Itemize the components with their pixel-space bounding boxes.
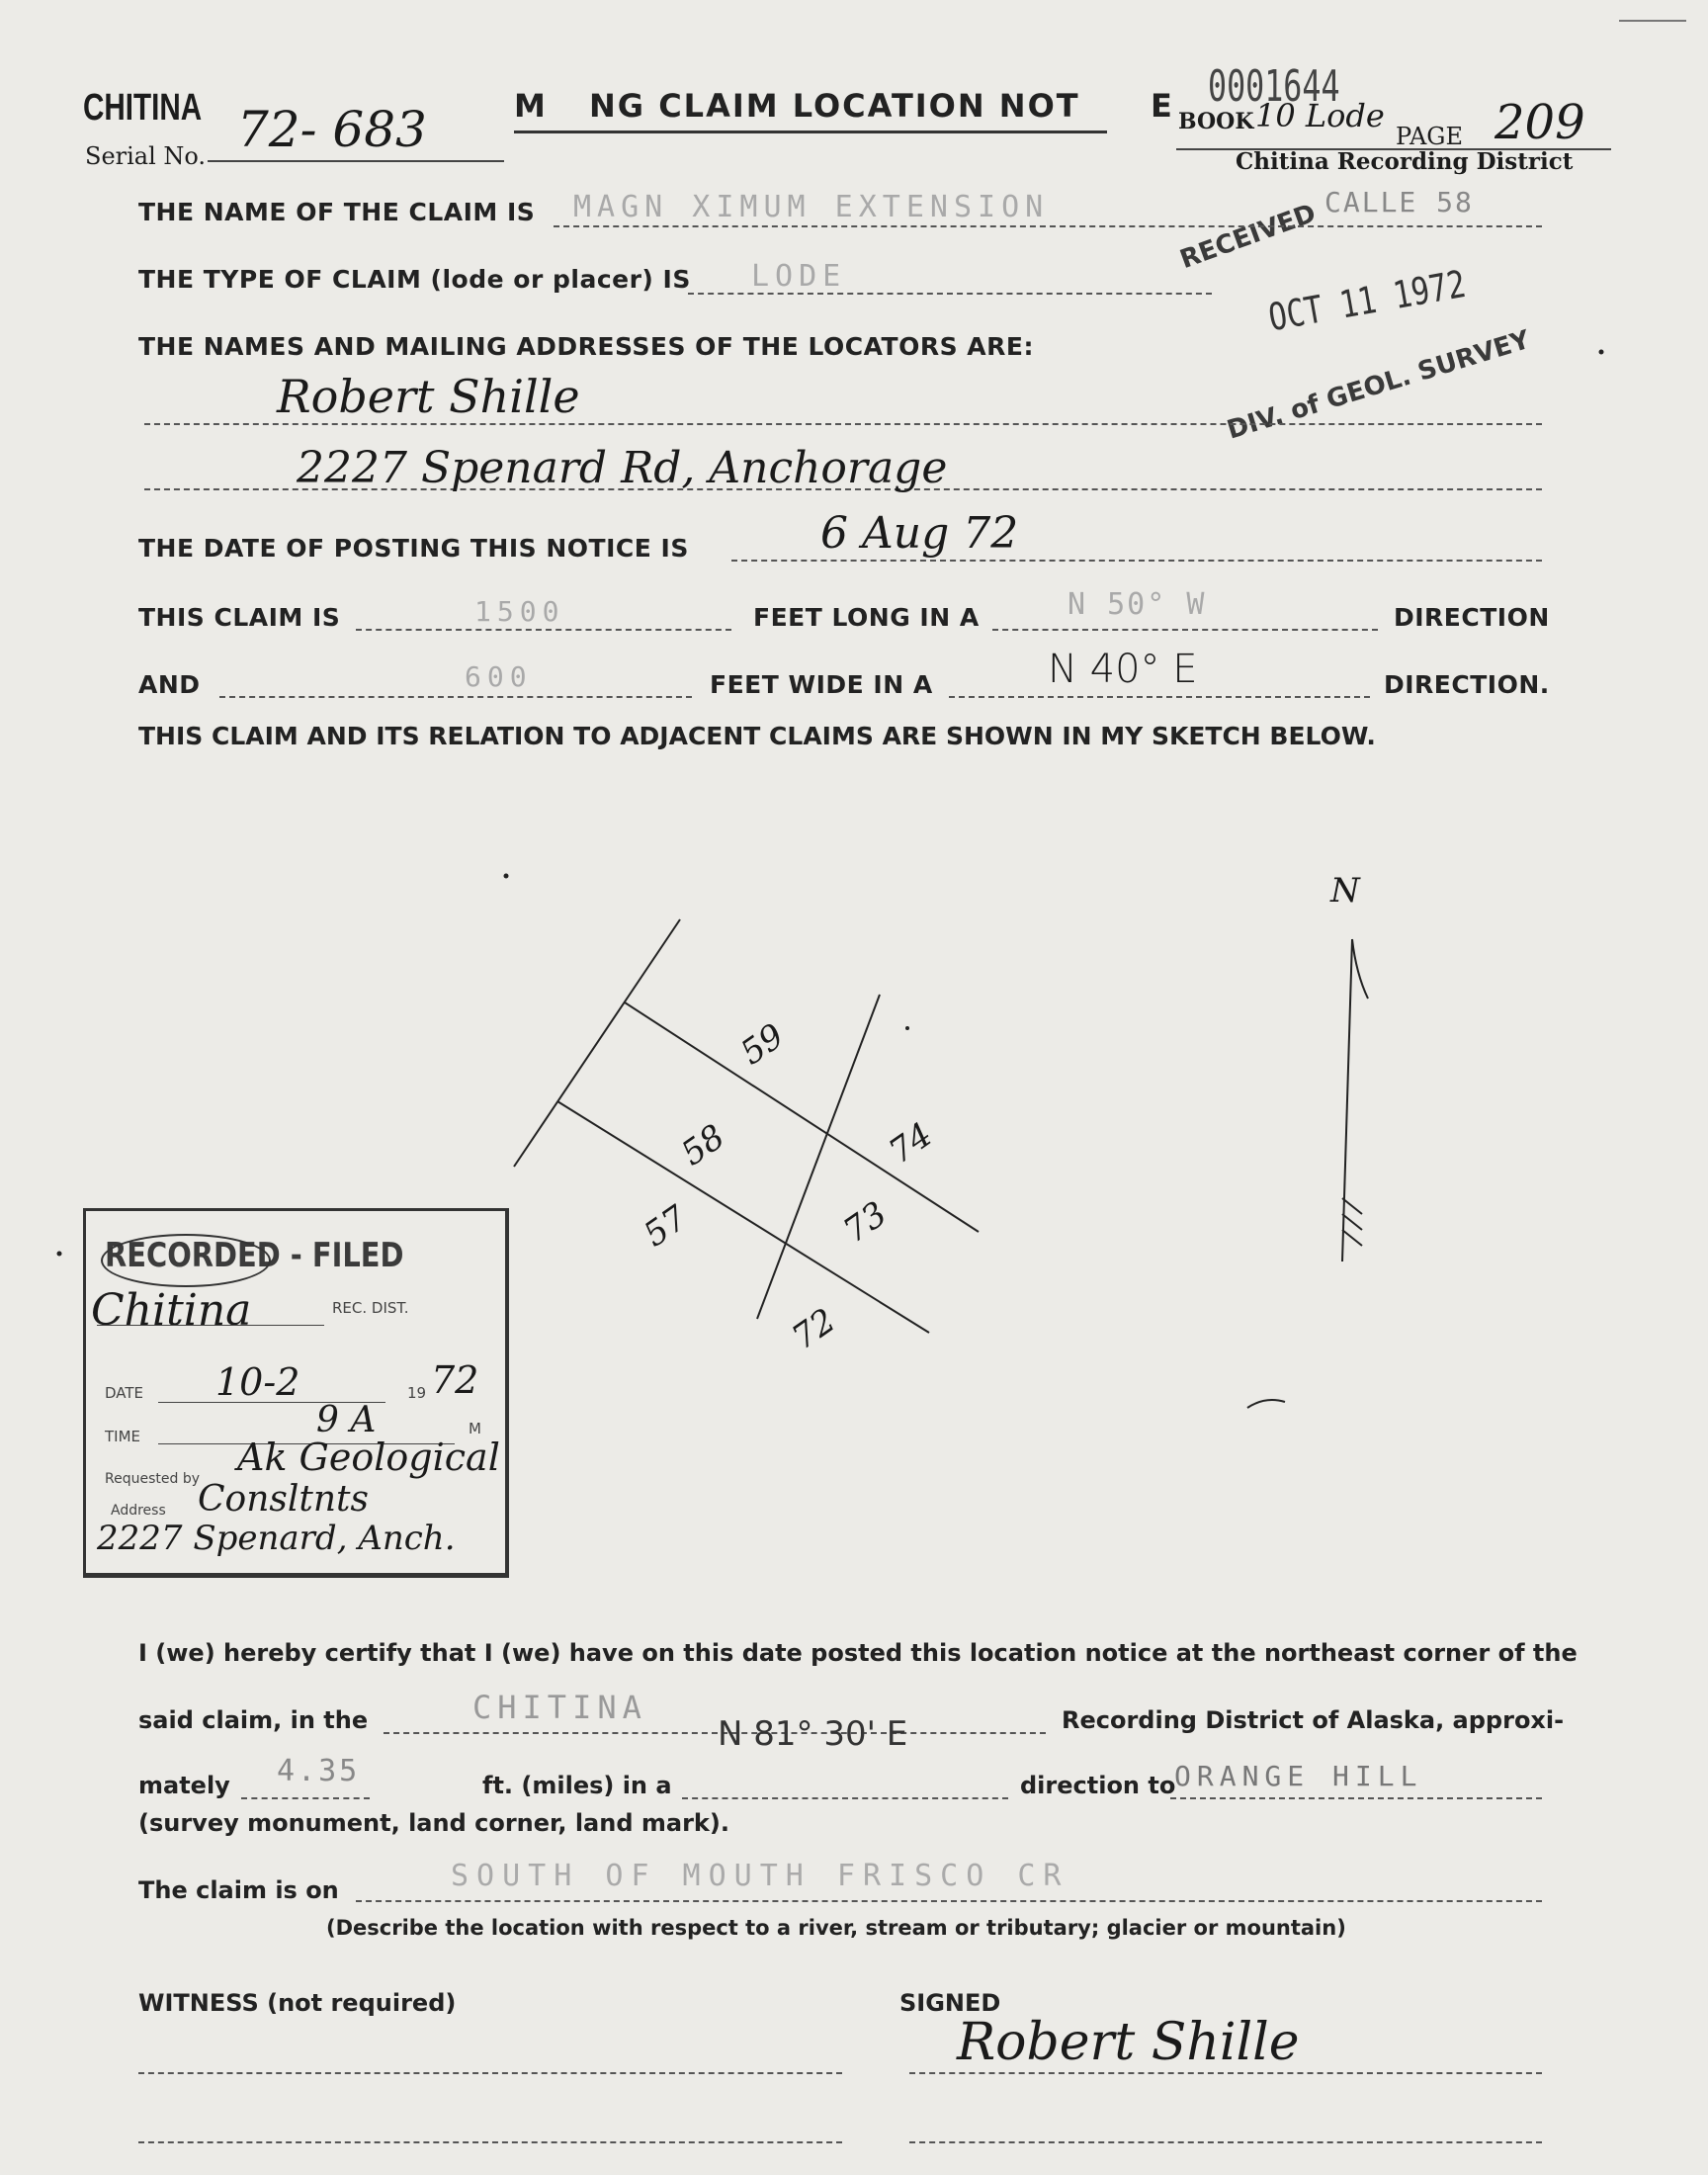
claim-width-value: 600 [465, 660, 533, 693]
north-arrow-tail [1342, 1198, 1362, 1246]
posting-date-value: 6 Aug 72 [820, 508, 1019, 559]
received-stamp-date: OCT 11 1972 [1265, 262, 1469, 340]
posting-date-label: THE DATE OF POSTING THIS NOTICE IS [138, 534, 689, 563]
claim-on-value: SOUTH OF MOUTH FRISCO CR [451, 1859, 1069, 1893]
certify-line-2-post: Recording District of Alaska, approxi- [1062, 1706, 1565, 1734]
stray-dot [504, 874, 509, 879]
certify-line-2-pre: said claim, in the [138, 1706, 369, 1734]
recorded-year-value: 72 [431, 1358, 479, 1402]
signed-label: SIGNED [899, 1989, 1001, 2017]
recorded-time-suffix: M [469, 1420, 481, 1437]
sketch-line-upper-long [625, 1002, 979, 1232]
claim-type-value: LODE [751, 259, 847, 294]
certify-landmark-line [1170, 1797, 1542, 1799]
witness-line-1 [138, 2072, 842, 2074]
recorded-circle [101, 1234, 271, 1287]
direction-label: DIRECTION [1394, 603, 1550, 632]
recorded-district: Chitina [91, 1285, 252, 1336]
recorded-year-prefix: 19 [407, 1384, 427, 1402]
address-value-2: 2227 Spenard, Anch. [97, 1519, 456, 1558]
recorded-district-line [97, 1325, 324, 1326]
serial-label: Serial No. [85, 142, 207, 170]
north-arrow-head [1352, 939, 1368, 999]
address-value-1: Consltnts [198, 1479, 369, 1520]
certify-line-3-pre: mately [138, 1772, 230, 1799]
book-label: BOOK [1178, 109, 1254, 134]
recorded-time-label: TIME [105, 1428, 141, 1445]
requested-value: Ak Geological [237, 1436, 500, 1479]
witness-line-2 [138, 2141, 842, 2143]
feet-wide-label: FEET WIDE IN A [710, 670, 933, 699]
claim-on-line [356, 1900, 1542, 1902]
document-number: 0001644 [1208, 61, 1340, 112]
sketch-line-west [514, 919, 680, 1167]
certify-district-line [384, 1732, 1046, 1734]
certify-line-4: (survey monument, land corner, land mark). [138, 1809, 729, 1837]
serial-value: 72- 683 [237, 101, 427, 158]
claim-name-value: MAGN XIMUM EXTENSION [573, 190, 1050, 224]
certify-distance-line [241, 1797, 370, 1799]
received-stamp-label: RECEIVED [1176, 198, 1321, 276]
recorded-date-label: DATE [105, 1384, 144, 1402]
stray-dot [1599, 350, 1604, 355]
page-label: PAGE [1396, 123, 1463, 150]
certify-direction-value: N 81° 30' E [718, 1714, 908, 1754]
claim-length-label: THIS CLAIM IS [138, 603, 341, 632]
recording-district-label: Chitina Recording District [1236, 148, 1574, 175]
north-label: N [1330, 871, 1360, 911]
feet-long-label: FEET LONG IN A [753, 603, 980, 632]
sketch-caption: THIS CLAIM AND ITS RELATION TO ADJACENT CLAIMS ARE SHOWN IN MY SKETCH BELOW. [138, 722, 1376, 750]
claim-name-suffix: CALLE 58 [1324, 186, 1474, 218]
rec-dist-label: REC. DIST. [332, 1299, 409, 1317]
locator-name: Robert Shille [277, 370, 580, 423]
claim-number-58: 58 [674, 1116, 732, 1174]
book-value: 10 Lode [1255, 97, 1385, 134]
certify-line-3-mid: ft. (miles) in a [482, 1772, 672, 1799]
north-arrow-shaft [1342, 939, 1352, 1262]
claim-name-label: THE NAME OF THE CLAIM IS [138, 198, 536, 226]
and-label: AND [138, 670, 201, 699]
requested-label: Requested by [105, 1471, 200, 1487]
certify-distance-value: 4.35 [277, 1754, 361, 1788]
recorded-stamp-title: RECORDED - FILED [105, 1236, 404, 1275]
stray-mark [1247, 1400, 1285, 1408]
page-value: 209 [1494, 95, 1585, 150]
witness-label: WITNESS (not required) [138, 1989, 457, 2017]
recorded-time-value: 9 A [316, 1400, 377, 1440]
certify-district-value: CHITINA [472, 1689, 647, 1726]
claim-number-73: 73 [836, 1193, 895, 1252]
locators-label: THE NAMES AND MAILING ADDRESSES OF THE LOCATORS ARE: [138, 332, 1034, 361]
claim-length-value: 1500 [474, 595, 565, 628]
locator-address: 2227 Spenard Rd, Anchorage [297, 443, 948, 493]
title-part-1: M [514, 87, 547, 125]
signature: Robert Shille [957, 2013, 1300, 2072]
claim-number-59: 59 [733, 1015, 792, 1074]
claim-on-label: The claim is on [138, 1876, 339, 1904]
stray-dot [905, 1026, 909, 1030]
certify-direction-line [682, 1797, 1008, 1799]
describe-note: (Describe the location with respect to a river, stream or tributary; glacier or mountain) [326, 1916, 1346, 1940]
claim-number-72: 72 [785, 1300, 843, 1358]
address-label: Address [111, 1503, 166, 1519]
signed-line-1 [909, 2072, 1542, 2074]
claim-type-label: THE TYPE OF CLAIM (lode or placer) IS [138, 265, 691, 294]
received-stamp-agency: DIV. of GEOL. SURVEY [1224, 324, 1534, 446]
width-direction-value: N 40° E [1048, 647, 1198, 692]
claim-number-57: 57 [637, 1197, 695, 1256]
stray-dot [57, 1252, 62, 1257]
title-part-2: NG CLAIM LOCATION NOT [589, 87, 1080, 125]
length-direction-value: N 50° W [1068, 587, 1207, 622]
signed-line-2 [909, 2141, 1542, 2143]
claim-number-74: 74 [882, 1114, 940, 1173]
certify-landmark-value: ORANGE HILL [1174, 1760, 1423, 1792]
certify-line-3-post: direction to [1020, 1772, 1176, 1799]
district-stamp: CHITINA [83, 87, 203, 129]
certify-line-1: I (we) hereby certify that I (we) have on this date posted this location notice at the northeast corner of the [138, 1639, 1578, 1667]
recorded-date-value: 10-2 [215, 1360, 300, 1404]
title-part-3: E [1151, 87, 1173, 125]
direction-label-2: DIRECTION. [1384, 670, 1550, 699]
